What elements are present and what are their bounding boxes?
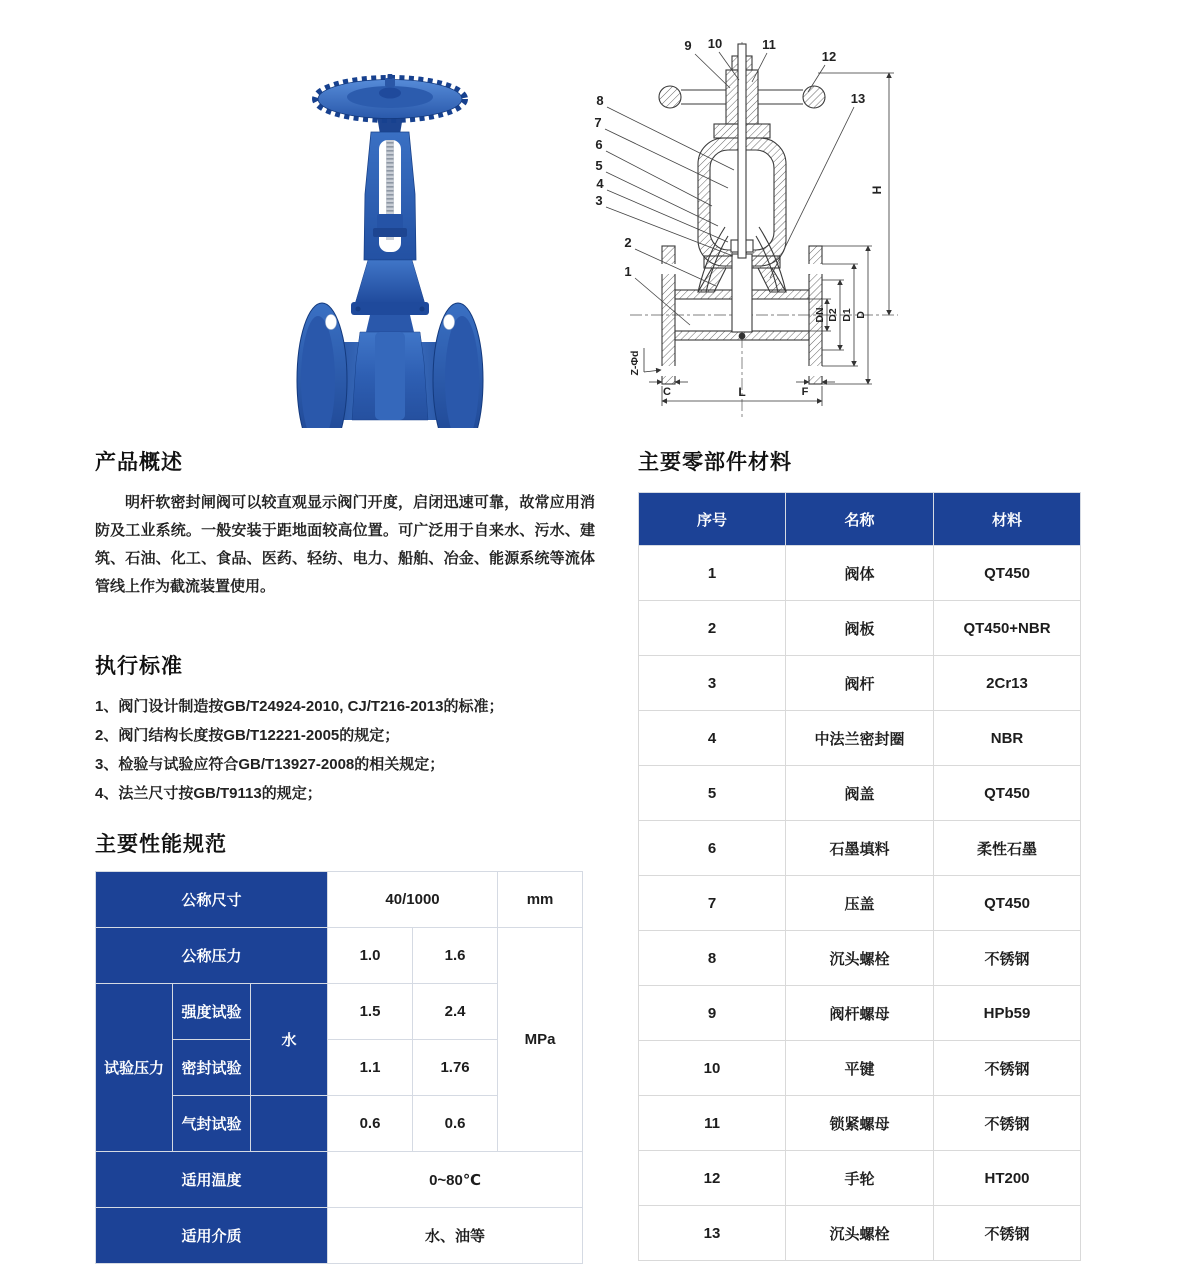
table-cell: 不锈钢 (934, 1096, 1081, 1151)
column-header: 名称 (786, 493, 934, 546)
table-cell: 12 (639, 1151, 786, 1206)
unit-cell: mm (498, 872, 583, 928)
callout-2: 2 (624, 235, 632, 250)
callout-5: 5 (595, 158, 603, 173)
row-label-cell: 公称压力 (96, 928, 328, 984)
callout-12: 12 (821, 49, 837, 64)
performance-table (95, 871, 583, 1264)
product-photo (288, 66, 492, 428)
table-cell: 石墨填料 (786, 821, 934, 876)
unit-cell: MPa (498, 928, 583, 1152)
materials-title: 主要零部件材料 (638, 451, 792, 474)
value-cell: 1.6 (413, 928, 498, 984)
callout-3: 3 (595, 193, 603, 208)
table-cell: 锁紧螺母 (786, 1096, 934, 1151)
row-label-cell: 水 (251, 984, 328, 1096)
table-cell: QT450+NBR (934, 601, 1081, 656)
table-row (639, 876, 1081, 931)
table-row (639, 1096, 1081, 1151)
dim-label-f: F (801, 386, 809, 398)
table-cell: 3 (639, 656, 786, 711)
value-cell: 1.5 (328, 984, 413, 1040)
callout-4: 4 (596, 176, 604, 191)
value-cell: 1.76 (413, 1040, 498, 1096)
callout-1: 1 (624, 264, 632, 279)
row-label-cell: 密封试验 (173, 1040, 251, 1096)
table-cell: HPb59 (934, 986, 1081, 1041)
table-row (96, 1208, 583, 1264)
row-label-cell-empty (251, 1096, 328, 1152)
valve-photo-shapes (297, 74, 483, 428)
performance-section (95, 828, 583, 1264)
value-cell: 水、油等 (328, 1208, 583, 1264)
table-cell: 阀盖 (786, 766, 934, 821)
table-row (639, 1206, 1081, 1261)
value-cell: 40/1000 (328, 872, 498, 928)
table-cell: 不锈钢 (934, 1041, 1081, 1096)
value-cell: 1.0 (328, 928, 413, 984)
table-cell: 10 (639, 1041, 786, 1096)
table-row (639, 711, 1081, 766)
table-cell: 压盖 (786, 876, 934, 931)
table-row (639, 601, 1081, 656)
row-label-cell: 适用介质 (96, 1208, 328, 1264)
performance-title: 主要性能规范 (95, 833, 227, 856)
table-cell: 2 (639, 601, 786, 656)
callout-8: 8 (596, 93, 604, 108)
standards-title: 执行标准 (95, 655, 183, 678)
table-row (639, 546, 1081, 601)
table-cell: 阀杆 (786, 656, 934, 711)
table-row (639, 1041, 1081, 1096)
callout-7: 7 (594, 115, 602, 130)
table-cell: 7 (639, 876, 786, 931)
technical-drawing (578, 18, 968, 442)
value-cell: 2.4 (413, 984, 498, 1040)
dim-label-dn: DN (814, 307, 826, 323)
value-cell: 1.1 (328, 1040, 413, 1096)
dim-label-l: L (738, 385, 746, 399)
row-label-cell: 适用温度 (96, 1152, 328, 1208)
column-header: 材料 (934, 493, 1081, 546)
table-cell: 平键 (786, 1041, 934, 1096)
table-row (639, 766, 1081, 821)
column-header: 序号 (639, 493, 786, 546)
callout-10: 10 (707, 36, 723, 51)
table-cell: 阀体 (786, 546, 934, 601)
table-cell: QT450 (934, 766, 1081, 821)
value-cell: 0~80℃ (328, 1152, 583, 1208)
callout-13: 13 (850, 91, 866, 106)
table-row (639, 821, 1081, 876)
table-row (639, 656, 1081, 711)
callout-11: 11 (762, 37, 776, 52)
table-cell: 1 (639, 546, 786, 601)
table-cell: 不锈钢 (934, 931, 1081, 986)
table-cell: HT200 (934, 1151, 1081, 1206)
value-cell: 0.6 (413, 1096, 498, 1152)
table-cell: 柔性石墨 (934, 821, 1081, 876)
dim-label-h: H (870, 185, 884, 195)
table-cell: 13 (639, 1206, 786, 1261)
table-cell: 8 (639, 931, 786, 986)
table-cell: QT450 (934, 876, 1081, 931)
table-row (639, 931, 1081, 986)
table-header-row (639, 493, 1081, 546)
callout-6: 6 (595, 137, 603, 152)
table-cell: 4 (639, 711, 786, 766)
standards-item: 2、阀门结构长度按GB/T12221-2005的规定； (95, 727, 400, 744)
table-row (96, 1152, 583, 1208)
row-label-cell: 强度试验 (173, 984, 251, 1040)
table-cell: NBR (934, 711, 1081, 766)
table-cell: 阀板 (786, 601, 934, 656)
materials-section (638, 446, 1081, 1261)
dim-label-d1: D1 (841, 308, 853, 322)
table-cell: 5 (639, 766, 786, 821)
callout-9: 9 (684, 38, 692, 53)
table-cell: 2Cr13 (934, 656, 1081, 711)
table-row (96, 872, 583, 928)
standards-item: 4、法兰尺寸按GB/T9113的规定； (95, 785, 322, 802)
table-cell: 9 (639, 986, 786, 1041)
table-cell: QT450 (934, 546, 1081, 601)
overview-body: 明杆软密封闸阀可以较直观显示阀门开度，启闭迅速可靠，故常应用消防及工业系统。一般安装于距地面较高位置。可广泛用于自来水、污水、建筑、石油、化工、食品、医药、轻纺、电力、船舶、冶金、能源系统等流体管线上作为截流装置使用。 (95, 494, 595, 595)
table-row (96, 928, 583, 984)
table-cell: 沉头螺栓 (786, 1206, 934, 1261)
standards-item: 1、阀门设计制造按GB/T24924-2010, CJ/T216-2013的标准； (95, 698, 504, 715)
table-cell: 11 (639, 1096, 786, 1151)
table-row (639, 986, 1081, 1041)
overview-section (95, 446, 595, 601)
overview-title: 产品概述 (95, 451, 183, 474)
materials-table (638, 492, 1081, 1261)
table-cell: 不锈钢 (934, 1206, 1081, 1261)
table-row (639, 1151, 1081, 1206)
table-cell: 6 (639, 821, 786, 876)
dimension-lines (644, 73, 894, 406)
dim-label-c: C (663, 386, 671, 398)
table-cell: 阀杆螺母 (786, 986, 934, 1041)
dim-label-zd: Z-Φd (629, 350, 641, 376)
row-label-cell: 试验压力 (96, 984, 173, 1152)
standards-section (95, 650, 605, 808)
row-label-cell: 公称尺寸 (96, 872, 328, 928)
table-cell: 沉头螺栓 (786, 931, 934, 986)
standards-list (95, 692, 605, 808)
dim-label-d: D (855, 311, 867, 319)
standards-item: 3、检验与试验应符合GB/T13927-2008的相关规定； (95, 756, 445, 773)
table-cell: 中法兰密封圈 (786, 711, 934, 766)
row-label-cell: 气封试验 (173, 1096, 251, 1152)
dim-label-d2: D2 (827, 308, 839, 322)
value-cell: 0.6 (328, 1096, 413, 1152)
table-cell: 手轮 (786, 1151, 934, 1206)
